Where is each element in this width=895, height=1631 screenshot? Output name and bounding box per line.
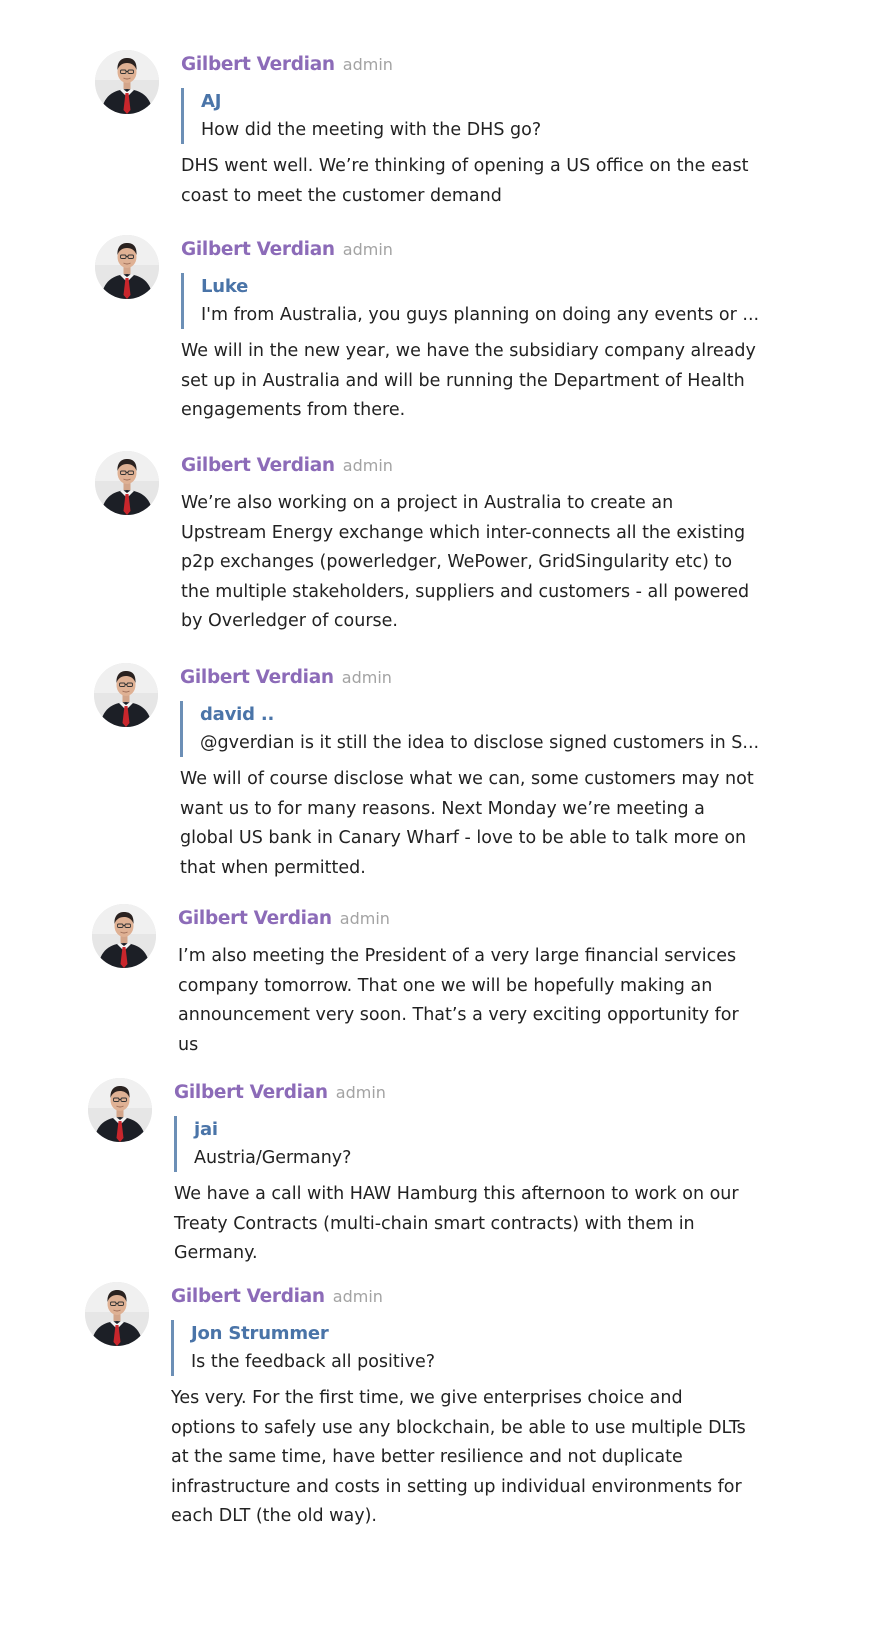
reply-author: jai xyxy=(194,1119,218,1140)
message-text: DHS went well. We’re thinking of opening a US office on the east coast to meet the customer demand xyxy=(181,156,749,206)
user-photo-icon xyxy=(95,50,159,114)
reply-quote[interactable] xyxy=(171,1320,771,1376)
role-badge: admin xyxy=(342,456,393,475)
role-badge: admin xyxy=(342,55,393,74)
message-text: I’m also meeting the President of a very large financial services company tomorrow. That one we will be hopefully making an announcement very soon. That’s a very exciting opportunity for us xyxy=(178,946,739,1055)
message-content xyxy=(181,54,781,211)
reply-author: Luke xyxy=(201,276,249,297)
message-header xyxy=(178,908,778,932)
reply-quote[interactable] xyxy=(180,701,780,757)
author-name[interactable]: Gilbert Verdian xyxy=(181,239,335,260)
message-header xyxy=(181,455,781,479)
role-badge: admin xyxy=(342,240,393,259)
reply-author: AJ xyxy=(201,91,222,112)
user-avatar[interactable] xyxy=(95,50,159,114)
role-badge: admin xyxy=(335,1083,386,1102)
author-name[interactable]: Gilbert Verdian xyxy=(171,1286,325,1307)
user-avatar[interactable] xyxy=(95,451,159,515)
reply-text: Austria/Germany? xyxy=(194,1148,352,1168)
user-avatar[interactable] xyxy=(92,904,156,968)
reply-author: david .. xyxy=(200,704,275,725)
role-badge: admin xyxy=(339,909,390,928)
reply-text: Is the feedback all positive? xyxy=(191,1352,436,1372)
user-avatar[interactable] xyxy=(85,1282,149,1346)
user-photo-icon xyxy=(92,904,156,968)
author-name[interactable]: Gilbert Verdian xyxy=(181,455,335,476)
author-name[interactable]: Gilbert Verdian xyxy=(180,667,334,688)
user-photo-icon xyxy=(95,451,159,515)
author-name[interactable]: Gilbert Verdian xyxy=(178,908,332,929)
message-content xyxy=(171,1286,771,1532)
message-text: We will in the new year, we have the subsidiary company already set up in Australia and will be running the Department of Health engagements from there. xyxy=(181,341,756,420)
role-badge: admin xyxy=(332,1287,383,1306)
message-content xyxy=(174,1082,774,1269)
message-header xyxy=(171,1286,771,1310)
reply-text: @gverdian is it still the idea to disclose signed customers in S... xyxy=(200,733,760,753)
message-content xyxy=(178,908,778,1060)
user-photo-icon xyxy=(85,1282,149,1346)
message-text: We’re also working on a project in Australia to create an Upstream Energy exchange which inter-connects all the existing p2p exchanges (powerledger, WePower, GridSingularity etc) to the multiple stakeholders, suppliers and customers - all powered by Overledger of course. xyxy=(181,493,750,631)
message-text: Yes very. For the first time, we give enterprises choice and options to safely use any blockchain, be able to use multiple DLTs at the same time, have better resilience and not duplicate infrastructure and costs in setting up individual environments for each DLT (the old way). xyxy=(171,1388,746,1526)
message-header xyxy=(180,667,780,691)
message-header xyxy=(181,54,781,78)
user-avatar[interactable] xyxy=(95,235,159,299)
reply-author: Jon Strummer xyxy=(191,1323,329,1344)
role-badge: admin xyxy=(341,668,392,687)
user-avatar[interactable] xyxy=(94,663,158,727)
message-text: We have a call with HAW Hamburg this afternoon to work on our Treaty Contracts (multi-chain smart contracts) with them in Germany. xyxy=(174,1184,739,1263)
reply-quote[interactable] xyxy=(181,273,781,329)
reply-text: I'm from Australia, you guys planning on doing any events or ... xyxy=(201,305,760,325)
message-content xyxy=(181,239,781,426)
user-photo-icon xyxy=(88,1078,152,1142)
message-header xyxy=(174,1082,774,1106)
user-avatar[interactable] xyxy=(88,1078,152,1142)
reply-quote[interactable] xyxy=(174,1116,774,1172)
user-photo-icon xyxy=(95,235,159,299)
message-header xyxy=(181,239,781,263)
user-photo-icon xyxy=(94,663,158,727)
message-content xyxy=(180,667,780,883)
message-text: We will of course disclose what we can, some customers may not want us to for many reasons. Next Monday we’re meeting a global US bank in Canary Wharf - love to be able to talk more on that when permitted. xyxy=(180,769,754,878)
message-content xyxy=(181,455,781,637)
author-name[interactable]: Gilbert Verdian xyxy=(174,1082,328,1103)
reply-text: How did the meeting with the DHS go? xyxy=(201,120,542,140)
reply-quote[interactable] xyxy=(181,88,781,144)
author-name[interactable]: Gilbert Verdian xyxy=(181,54,335,75)
